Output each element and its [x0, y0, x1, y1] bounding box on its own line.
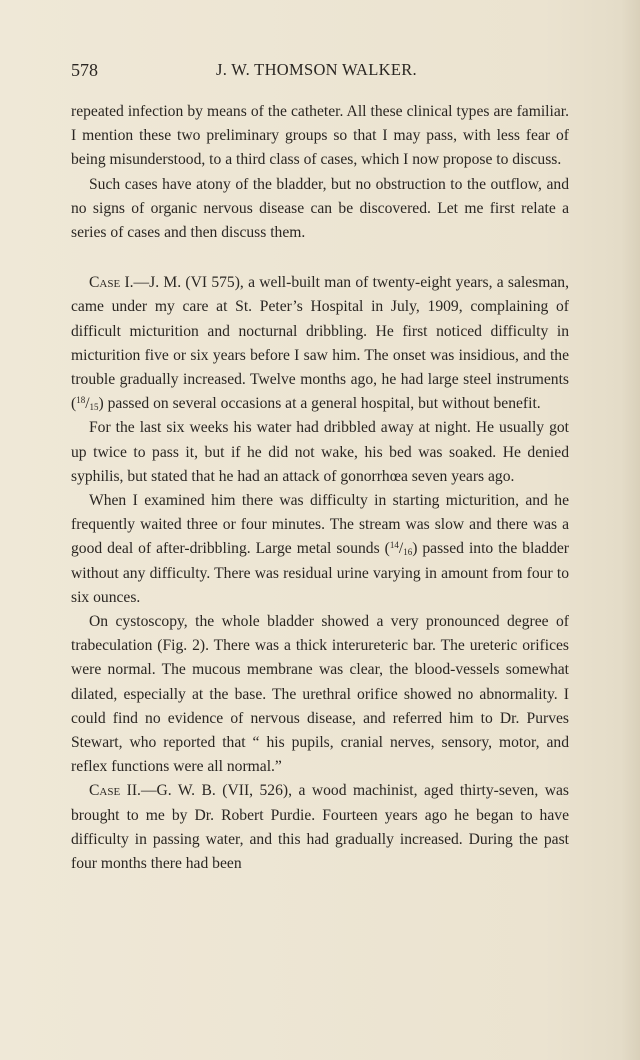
fraction-denominator: 15 [89, 402, 99, 413]
paragraph-6: On cystoscopy, the whole bladder showed a very pronounced degree of trabeculation (Fig. 2). There was a thick interureteric bar. The ureteric orifices were normal. The mucous membrane was clear, the blood-vessels somewhat dilated, especially at the base. The urethral orifice showed no abnormality. I could find no evidence of nervous disease, and referred him to Dr. Purves Stewart, who reported that “ his pupils, cranial nerves, sensory, motor, and reflex functions were all normal.” [71, 613, 569, 776]
case-text-continued: ) passed on several occasions at a general hospital, but without benefit. [98, 395, 541, 413]
fraction-denominator: 16 [403, 547, 413, 558]
case-text: —J. M. (VI 575), a well-built man of twenty-eight years, a salesman, came under my care at St. Peter’s Hospital in July, 1909, complaining of difficult micturition and nocturnal dribbling. He first noticed difficulty in micturition five or six years before I saw him. The onset was insidious, and the trouble gradually increased. Twelve months ago, he had large steel instruments ( [71, 274, 569, 413]
fraction-numerator: 18 [76, 395, 86, 406]
paragraph-2: Such cases have atony of the bladder, but no obstruction to the outflow, and no signs of organic nervous disease can be discovered. Let me first relate a series of cases and then discuss them. [71, 175, 569, 242]
case-label: Case II. [89, 782, 141, 800]
running-head: J. W. THOMSON WALKER. [216, 60, 417, 79]
paragraph-5: When I examined him there was difficulty in starting micturition, and he frequently waited three or four minutes. The stream was slow and there was a good deal of after-dribbling. Large metal sounds $(^{14}/_{16})$ passed into the bladder without any difficulty. There was residual urine varying in amount from four to six ounces. [71, 492, 569, 606]
paragraph-4: For the last six weeks his water had dribbled away at night. He usually got up twice to pass it, but if he did not wake, his bed was soaked. He denied syphilis, but stated that he had an attack of gonorrhœa seven years ago. [71, 419, 569, 485]
case-text: —G. W. B. (VII, 526), a wood machinist, aged thirty-seven, was brought to me by Dr. Robert Purdie. Fourteen years ago he began to have difficulty in passing water, and this had gradually increased. During the past four months there had been [71, 782, 569, 873]
case-label: Case I. [89, 274, 134, 292]
page-number: 578 [71, 60, 98, 80]
paragraph-text-continued: ) passed into the bladder without any difficulty. There was residual urine varying in amount from four to six ounces. [71, 540, 569, 606]
body-text [71, 100, 569, 876]
paragraph-text: When I examined him there was difficulty in starting micturition, and he frequently waited three or four minutes. The stream was slow and there was a good deal of after-dribbling. Large metal sounds ( [71, 492, 569, 558]
paragraph-case-1: Case I.—J. M. (VI 575), a well-built man of twenty-eight years, a salesman, came under my care at St. Peter’s Hospital in July, 1909, complaining of difficult micturition and nocturnal dribbling. He first noticed difficulty in micturition five or six years before I saw him. The onset was insidious, and the trouble gradually increased. Twelve months ago, he had large steel instruments $(^{18}/_{15})$ passed on several occasions at a general hospital, but without benefit. [71, 274, 569, 413]
page-header [71, 60, 569, 84]
paragraph-1: repeated infection by means of the catheter. All these clinical types are familiar. I mention these two preliminary groups so that I may pass, with less fear of being misunderstood, to a third class of cases, which I now propose to discuss. [71, 103, 569, 169]
paragraph-case-2 [71, 779, 569, 876]
fraction-numerator: 14 [389, 540, 399, 551]
